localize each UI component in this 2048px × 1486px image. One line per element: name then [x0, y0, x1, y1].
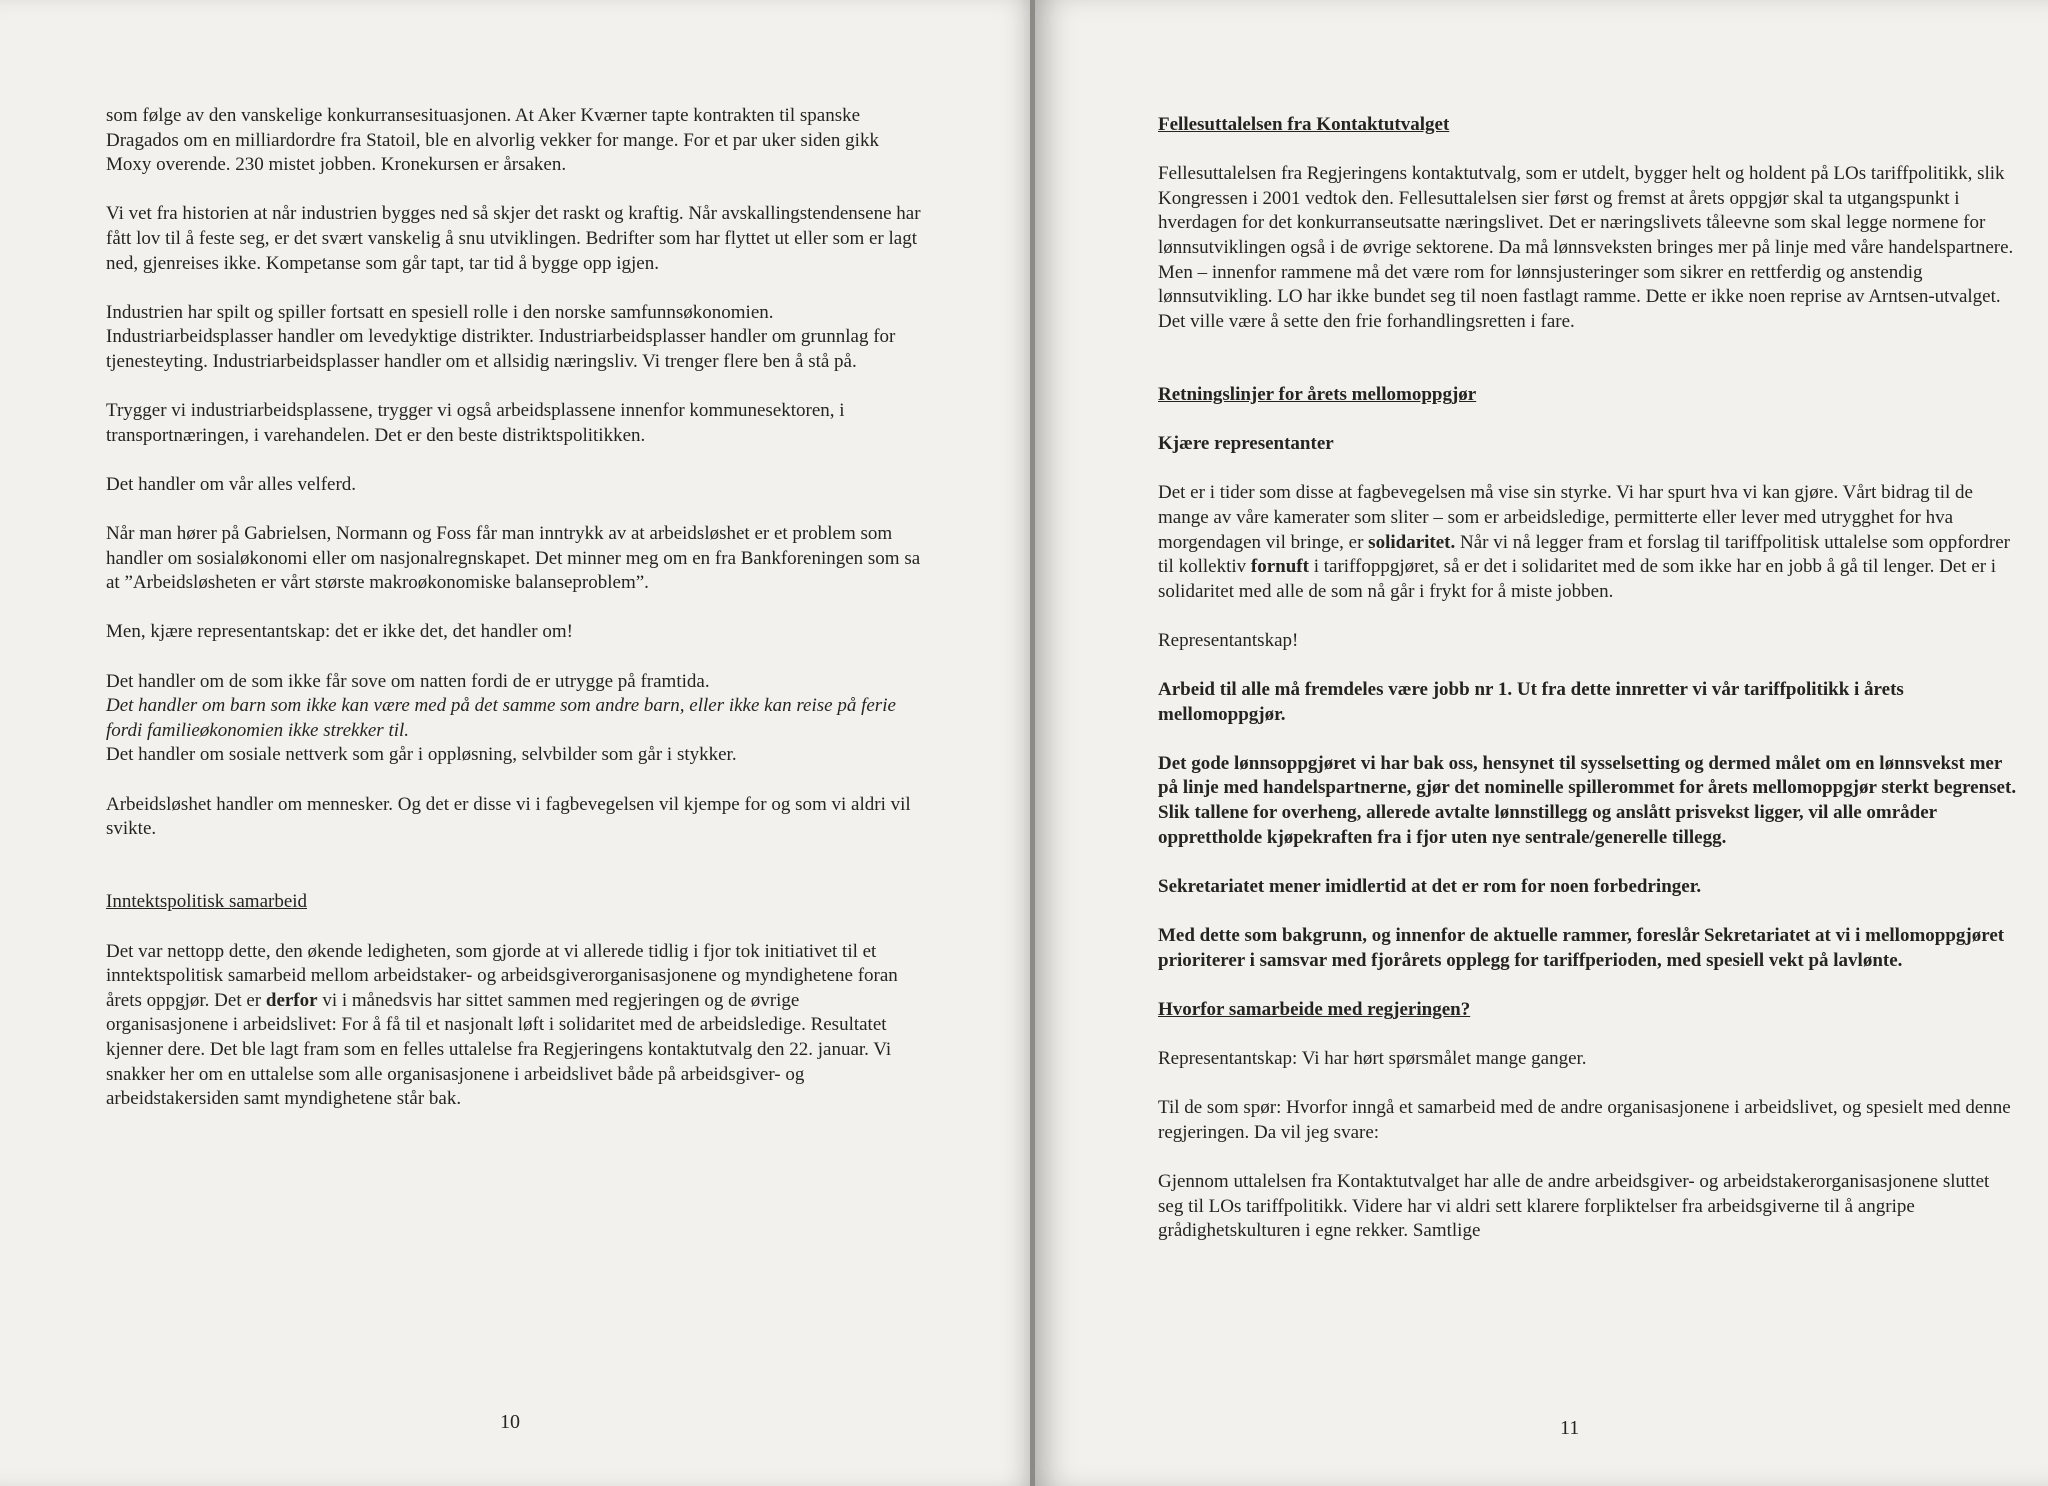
text-run: Det er i tider som disse at fagbevegelsen må vise sin styrke. Vi har spurt hva vi kan gjøre. Vårt bidrag til de mange av våre kamerater som sliter – som er arbeidsledige, permitterte eller lever med utrygghet for hva morgendagen vil bringe, er — [1158, 482, 1973, 553]
bold-text-run: solidaritet. — [1368, 531, 1456, 553]
bold-paragraph: Arbeid til alle må fremdeles være jobb nr 1. Ut fra dette innretter vi vår tariffpolitikk i årets mellomoppgjør. — [1158, 679, 1904, 725]
paragraph: Representantskap: Vi har hørt spørsmålet mange ganger. — [1158, 1047, 1587, 1069]
text-run: Når vi nå legger fram et forslag til tariffpolitisk uttalelse som oppfordrer til kollektiv — [1158, 531, 2010, 578]
paragraph: Men, kjære representantskap: det er ikke det, det handler om! — [106, 621, 573, 643]
section-heading-retningslinjer: Retningslinjer for årets mellomoppgjør — [1158, 383, 1477, 405]
text-run: vi i månedsvis har sittet sammen med regjeringen og de øvrige organisasjonene i arbeidslivet: For å få til et nasjonalt løft i solidaritet med de arbeidsledige. Resultatet kjenner dere. Det ble lagt fram som en felles uttalelse fra Regjeringens kontaktutvalg den 22. januar. Vi snakker her om en uttalelse som alle organisasjonene i arbeidslivet både på arbeidsgiver- og arbeidstakersiden samt myndighetene står bak. — [106, 989, 892, 1110]
paragraph: Til de som spør: Hvorfor inngå et samarbeid med de andre organisasjonene i arbeidslivet, og spesielt med denne regjeringen. Da vil jeg svare: — [1158, 1097, 2011, 1143]
section-heading-fellesuttalelsen: Fellesuttalelsen fra Kontaktutvalget — [1158, 114, 1450, 135]
paragraph: Når man hører på Gabrielsen, Normann og Foss får man inntrykk av at arbeidsløshet er et problem som handler om sosialøkonomi eller om nasjonalregnskapet. Det minner meg om en fra Bankforeningen som sa at ”Arbeidsløsheten er vårt største makroøkonomiske balanseproblem”. — [106, 523, 921, 594]
paragraph-line: Det handler om de som ikke får sove om natten fordi de er utrygge på framtida. — [106, 670, 710, 692]
paragraph: Representantskap! — [1158, 629, 1299, 651]
paragraph-line: Det handler om sosiale nettverk som går i oppløsning, selvbilder som går i stykker. — [106, 744, 737, 766]
paragraph: Fellesuttalelsen fra Regjeringens kontaktutvalg, som er utdelt, bygger helt og holdent på LOs tariffpolitikk, slik Kongressen i 2001 vedtok den. Fellesuttalelsen sier først og fremst at årets oppgjør skal ta utgangspunkt i hverdagen for det konkurranseutsatte næringslivet. Det er næringslivets tåleevne som skal legge normene for lønnsutviklingen også i de øvrige sektorene. Da må lønnsveksten bringes mer på linje med våre handelspartnere. Men – innenfor rammene må det være rom for lønnsjusteringer som sikrer en rettferdig og anstendig lønnsutvikling. LO har ikke bundet seg til noen fastlagt ramme. Dette er ikke noen reprise av Arntsen-utvalget. Det ville være å sette den frie forhandlingsretten i fare. — [1158, 163, 2014, 332]
paragraph: Industrien har spilt og spiller fortsatt en spesiell rolle i den norske samfunnsøkonomien. Industriarbeidsplasser handler om levedyktige distrikter. Industriarbeidsplasser handler om grunnlag for tjenesteyting. Industriarbeidsplasser handler om et allsidig næringsliv. Vi trenger flere ben å stå på. — [106, 301, 896, 372]
text-run: Det var nettopp dette, den økende ledigheten, som gjorde at vi allerede tidlig i fjor tok initiativet til et inntektspolitisk samarbeid mellom arbeidstaker- og arbeidsgiverorganisasjonene og myndighetene foran årets oppgjør. Det er — [106, 940, 898, 1011]
paragraph: Arbeidsløshet handler om mennesker. Og det er disse vi i fagbevegelsen vil kjempe for og som vi aldri vil svikte. — [106, 793, 911, 840]
paragraph-solidaritet — [1158, 481, 2018, 604]
text-run: i tariffoppgjøret, så er det i solidaritet med de som ikke har en jobb å gå til lenger. Det er i solidaritet med alle de som nå går i frykt for å miste jobben. — [1158, 556, 1997, 602]
paragraph: som følge av den vanskelige konkurransesituasjonen. At Aker Kværner tapte kontrakten til spanske Dragados om en milliardordre fra Statoil, ble en alvorlig vekker for mange. For et par uker siden gikk Moxy overende. 230 mistet jobben. Kronekursen er årsaken. — [106, 105, 879, 176]
paragraph-handler-om — [106, 670, 926, 768]
bold-paragraph: Med dette som bakgrunn, og innenfor de aktuelle rammer, foreslår Sekretariatet at vi i mellomoppgjøret prioriterer i samsvar med fjorårets opplegg for tariffperioden, med spesiell vekt på lavlønte. — [1158, 925, 2005, 971]
bold-text-run: fornuft — [1250, 556, 1309, 578]
right-page — [1035, 0, 2048, 1486]
page-number: 11 — [1560, 1417, 1580, 1439]
paragraph: Vi vet fra historien at når industrien bygges ned så skjer det raskt og kraftig. Når avskallingstendensene har fått lov til å feste seg, er det svært vanskelig å snu utviklingen. Bedrifter som har flyttet ut eller som er lagt ned, gjenreises ikke. Kompetanse som går tapt, tar tid å bygge opp igjen. — [106, 203, 921, 274]
paragraph: Trygger vi industriarbeidsplassene, trygger vi også arbeidsplassene innenfor kommunesektoren, i transportnæringen, i varehandelen. Det er den beste distriktspolitikken. — [106, 400, 845, 446]
section-heading-inntektspolitisk: Inntektspolitisk samarbeid — [106, 891, 308, 913]
paragraph: Det handler om vår alles velferd. — [106, 473, 357, 495]
bold-text-run: derfor — [265, 989, 318, 1011]
page-number: 10 — [500, 1411, 520, 1433]
section-heading-hvorfor: Hvorfor samarbeide med regjeringen? — [1158, 998, 1471, 1020]
italic-paragraph-line: Det handler om barn som ikke kan være med på det samme som andre barn, eller ikke kan reise på ferie fordi familieøkonomien ikke strekker til. — [106, 695, 896, 741]
paragraph: Gjennom uttalelsen fra Kontaktutvalget har alle de andre arbeidsgiver- og arbeidstakerorganisasjonene sluttet seg til LOs tariffpolitikk. Videre har vi aldri sett klarere forpliktelser fra arbeidsgiverne til å angripe grådighetskulturen i egne rekker. Samtlige — [1158, 1170, 1990, 1242]
left-page-body — [106, 104, 926, 1136]
bold-paragraph: Sekretariatet mener imidlertid at det er rom for noen forbedringer. — [1158, 875, 1702, 897]
right-page-body — [1158, 113, 2018, 1268]
bold-paragraph: Det gode lønnsoppgjøret vi har bak oss, hensynet til sysselsetting og dermed målet om en lønnsvekst mer på linje med handelspartnerne, gjør det nominelle spillerommet for årets mellomoppgjør sterkt begrenset. Slik tallene for overheng, allerede avtalte lønnstillegg og anslått prisvekst ligger, vil alle områder opprettholde kjøpekraften fra i fjor uten nye sentrale/generelle tillegg. — [1158, 752, 2017, 848]
paragraph-inntektspolitisk — [106, 940, 926, 1112]
salutation-heading: Kjære representanter — [1158, 433, 1334, 455]
